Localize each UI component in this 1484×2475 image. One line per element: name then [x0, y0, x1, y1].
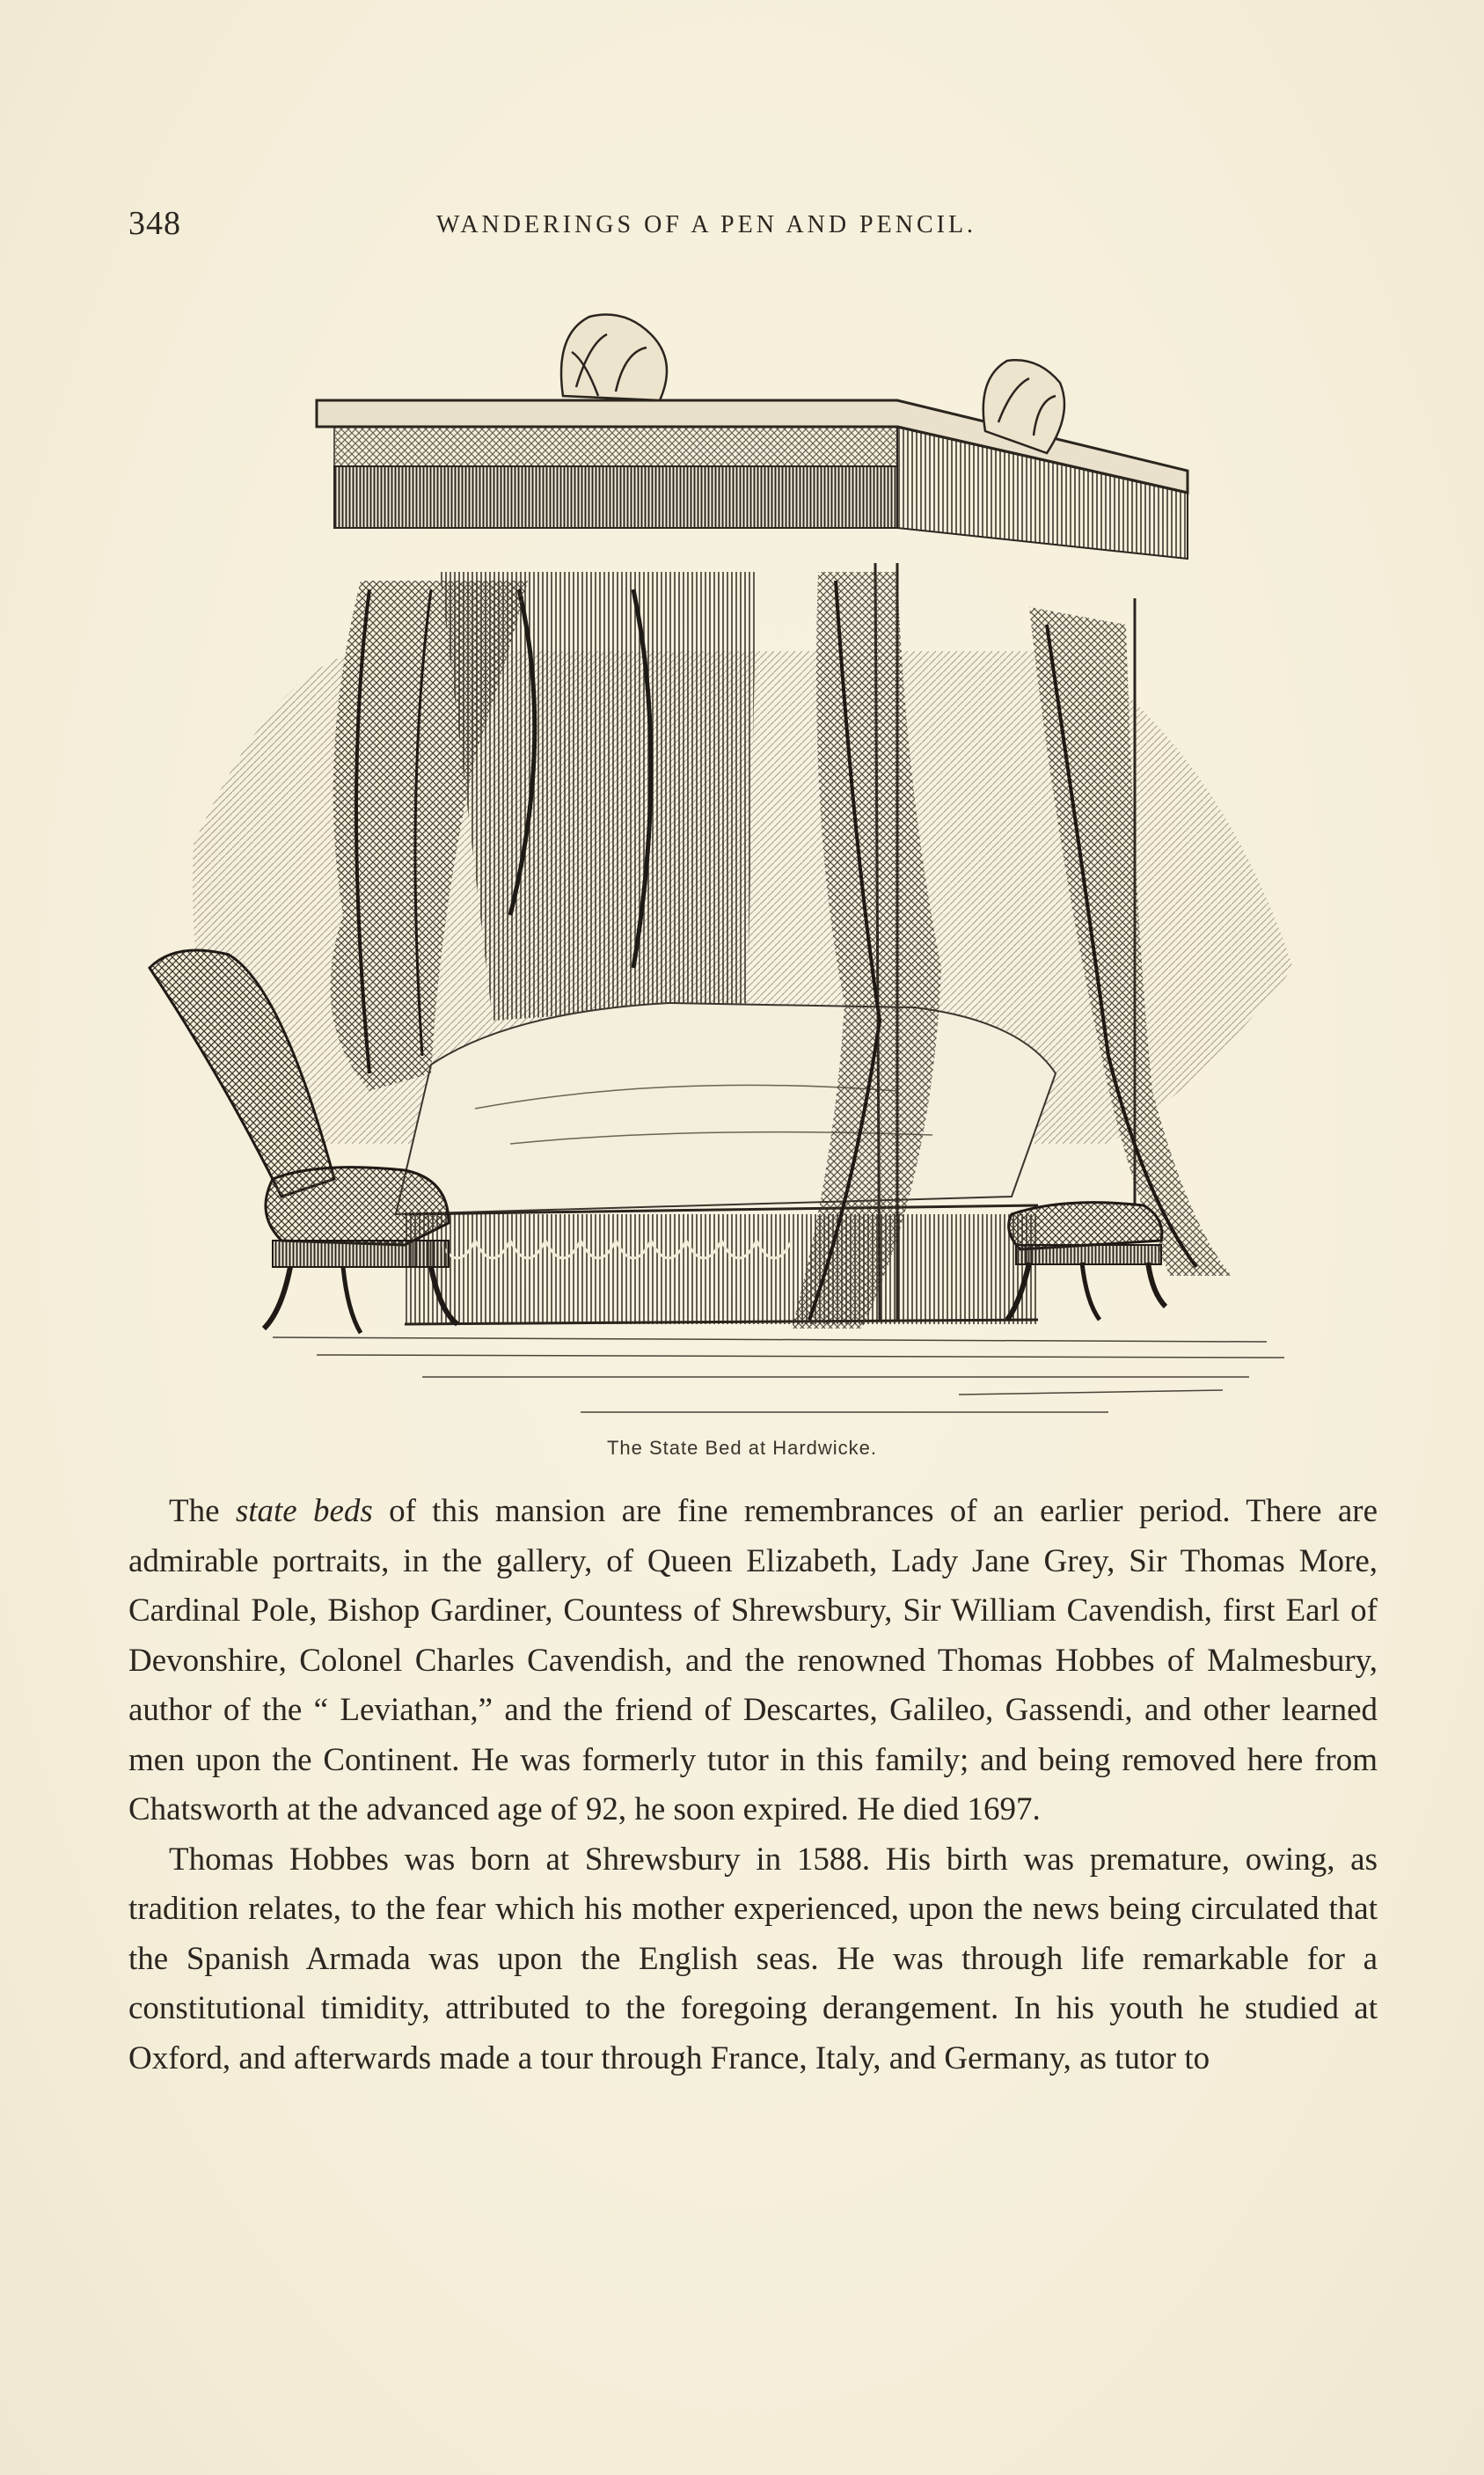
paragraph-1-italic-phrase: state beds: [235, 1493, 373, 1529]
floor-lines: [273, 1337, 1284, 1412]
paragraph-1: [128, 1487, 1378, 1835]
page-number: 348: [128, 205, 181, 242]
page-header: [128, 204, 1378, 248]
state-bed-engraving: [141, 299, 1320, 1434]
bed-valance: [405, 1205, 1038, 1324]
body-text: [128, 1487, 1378, 2083]
paragraph-1-rest: of this mansion are fine remembrances of an earlier period. There are admirable portraits, in the gallery, of Queen Elizabeth, Lady Jane Grey, Sir Thomas More, Cardinal Pole, Bishop Gardiner, Countess of Shrewsbury, Sir William Cavendish, first Earl of Devonshire, Colonel Charles Cavendish, and the renowned Thomas Hobbes of Malmesbury, author of the “ Leviathan,” and the friend of Descartes, Galileo, Gassendi, and other learned men upon the Continent. He was formerly tutor in this family; and being removed here from Chatsworth at the advanced age of 92, he soon expired. He died 1697.: [128, 1493, 1378, 1827]
running-title: WANDERINGS OF A PEN AND PENCIL.: [436, 211, 977, 238]
figure-caption: The State Bed at Hardwicke.: [606, 1437, 878, 1459]
paragraph-1-start: The: [169, 1493, 236, 1529]
paragraph-2: Thomas Hobbes was born at Shrewsbury in 1588. His birth was premature, owing, as tradition relates, to the fear which his mother experienced, upon the news being circulated that the Spanish Armada was upon the English seas. He was through life remarkable for a constitutional timidity, attributed to the foregoing derangement. In his youth he studied at Oxford, and afterwards made a tour through France, Italy, and Germany, as tutor to: [128, 1841, 1378, 2076]
bed-coverlet: [396, 1003, 1056, 1214]
state-bed-illustration: [141, 299, 1320, 1434]
